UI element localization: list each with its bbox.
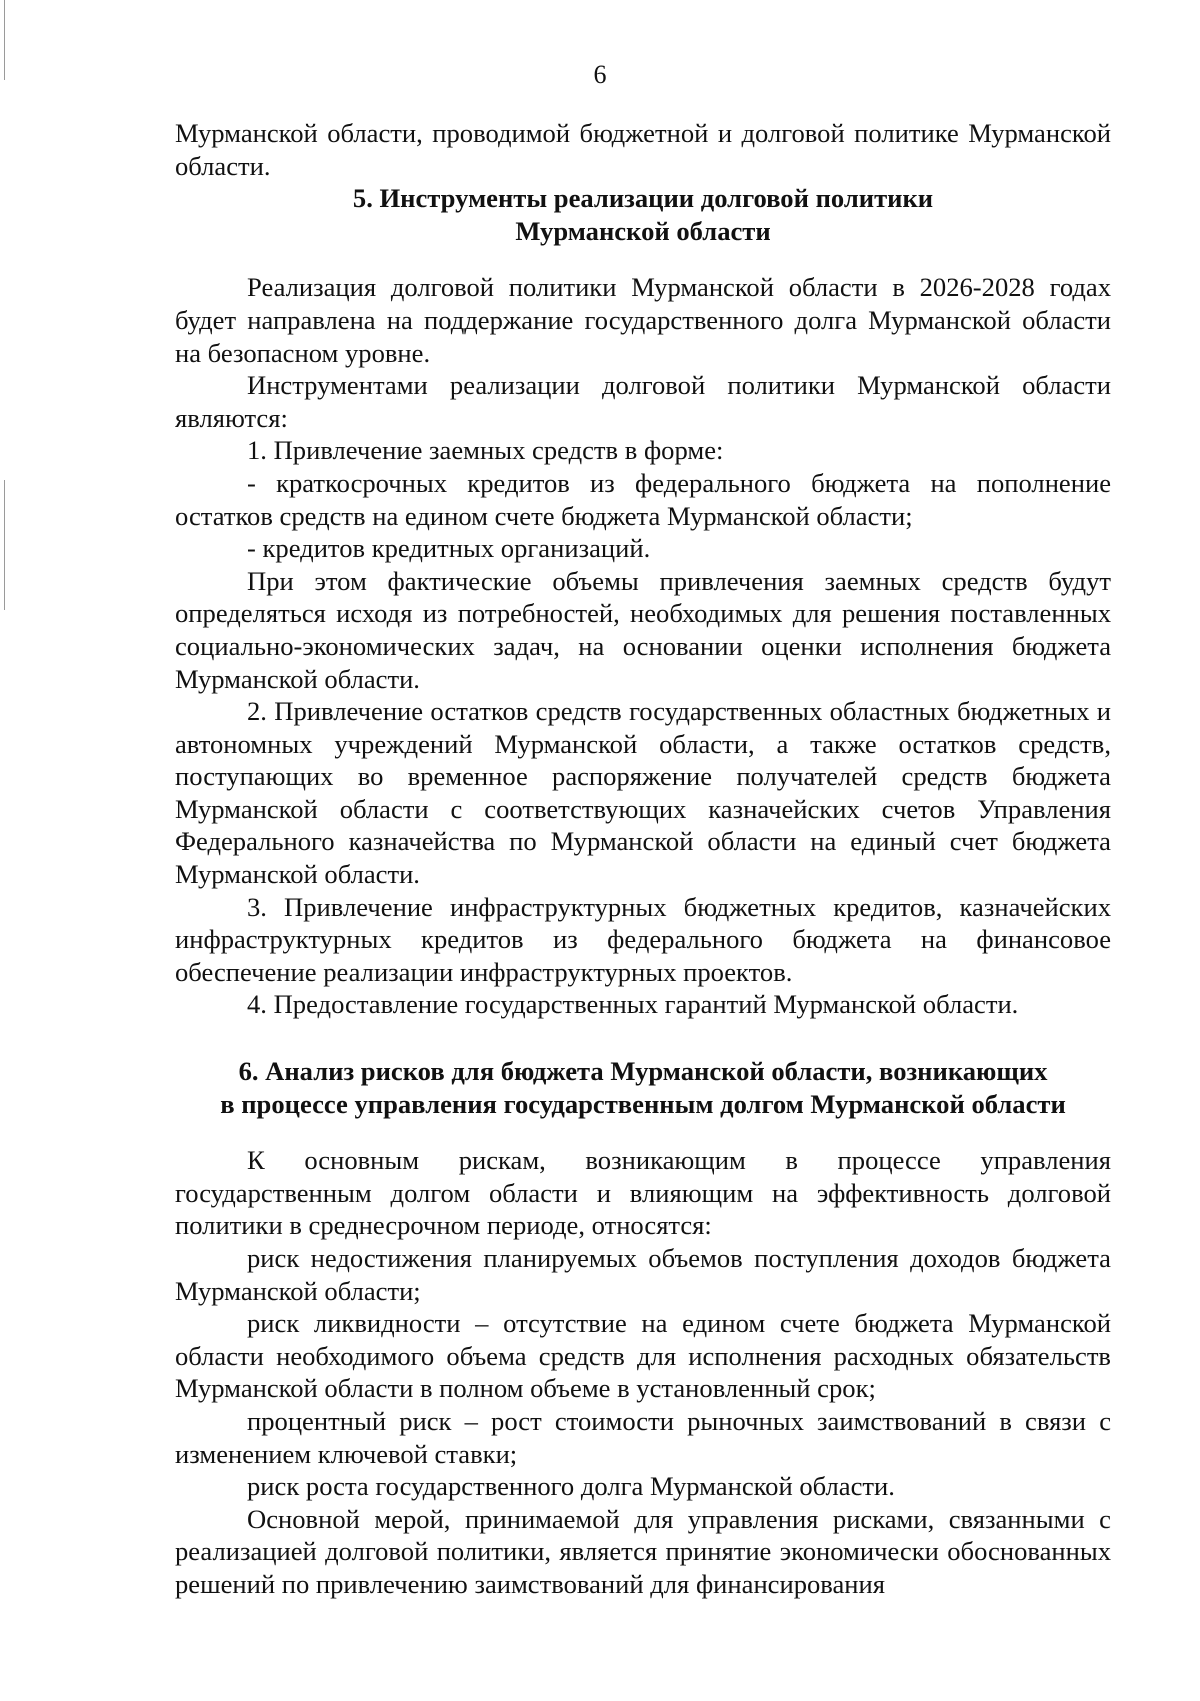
section-5-list-item-1: 1. Привлечение заемных средств в форме: bbox=[247, 435, 724, 466]
section-6-heading-line-2: в процессе управления государственным долгом Мурманской области bbox=[220, 1088, 1066, 1119]
section-5-sublist-item-1: - краткосрочных кредитов из федерального бюджета на пополнение остатков средств на едином счете бюджета Мурманской области; bbox=[175, 467, 1111, 531]
section-6-risk-item-1: риск недостижения планируемых объемов поступления доходов бюджета Мурманской области; bbox=[175, 1243, 1111, 1306]
section-6-heading bbox=[175, 1055, 1111, 1120]
section-5-paragraph-1: Реализация долговой политики Мурманской области в 2026-2028 годах будет направлена на поддержание государственного долга Мурманской области на безопасном уровне. bbox=[175, 272, 1111, 368]
section-5-list-item-3: 3. Привлечение инфраструктурных бюджетных кредитов, казначейских инфраструктурных кредитов из федерального бюджета на финансовое обеспечение реализации инфраструктурных проектов. bbox=[175, 891, 1111, 987]
section-6-heading-line-1: 6. Анализ рисков для бюджета Мурманской области, возникающих bbox=[238, 1056, 1048, 1087]
spacer bbox=[175, 1120, 1111, 1144]
section-5-paragraph-3: При этом фактические объемы привлечения заемных средств будут определяться исходя из потребностей, необходимых для решения поставленных социально-экономических задач, на основании оценки исполнения бюджета Мурманской области. bbox=[175, 565, 1111, 694]
section-5-heading bbox=[175, 182, 1111, 247]
section-6-paragraph-2: Основной мерой, принимаемой для управления рисками, связанными с реализацией долговой политики, является принятие экономически обоснованных решений по привлечению заимствований для финансирования bbox=[175, 1503, 1111, 1599]
section-6-risk-item-3: процентный риск – рост стоимости рыночных заимствований в связи с изменением ключевой ставки; bbox=[175, 1405, 1111, 1469]
section-5-sublist-item-2: - кредитов кредитных организаций. bbox=[247, 533, 651, 564]
section-5-heading-line-2: Мурманской области bbox=[515, 215, 771, 246]
section-6-paragraph-1: К основным рискам, возникающим в процессе управления государственным долгом области и влияющим на эффективность долговой политики в среднесрочном периоде, относятся: bbox=[175, 1145, 1111, 1241]
section-6-risk-item-4: риск роста государственного долга Мурманской области. bbox=[247, 1471, 895, 1502]
document-body bbox=[175, 117, 1111, 1601]
section-6-risk-item-2: риск ликвидности – отсутствие на едином счете бюджета Мурманской области необходимого объема средств для исполнения расходных обязательств Мурманской области в полном объеме в установленный срок; bbox=[175, 1308, 1111, 1404]
spacer bbox=[175, 1021, 1111, 1055]
paragraph-continuation: Мурманской области, проводимой бюджетной и долговой политике Мурманской области. bbox=[175, 118, 1111, 181]
section-5-paragraph-2: Инструментами реализации долговой политики Мурманской области являются: bbox=[175, 370, 1111, 433]
spacer bbox=[175, 247, 1111, 271]
section-5-heading-line-1: 5. Инструменты реализации долговой политики bbox=[352, 183, 934, 214]
section-5-list-item-4: 4. Предоставление государственных гарантий Мурманской области. bbox=[247, 989, 1019, 1020]
scan-margin-mark bbox=[4, 480, 5, 610]
section-5-list-item-2: 2. Привлечение остатков средств государственных областных бюджетных и автономных учреждений Мурманской области, а также остатков средств, поступающих во временное распоряжение получателей средств бюджета Мурманской области с соответствующих казначейских счетов Управления Федерального казначейства по Мурманской области на единый счет бюджета Мурманской области. bbox=[175, 696, 1111, 890]
page-number: 6 bbox=[593, 60, 607, 89]
